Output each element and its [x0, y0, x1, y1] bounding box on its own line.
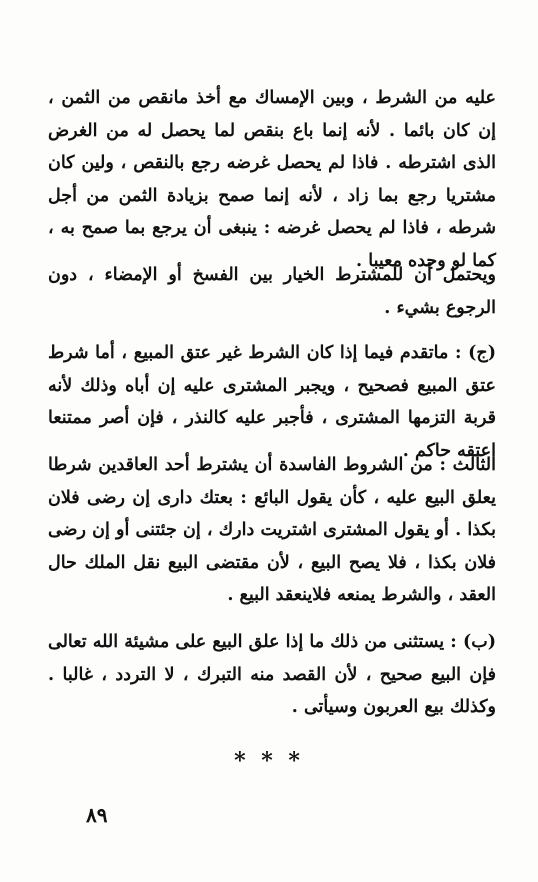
paragraph-5: (ب) : يستثنى من ذلك ما إذا علق البيع على مشيئة الله تعالى فإن البيع صحيح ، لأن القصد منه التبرك ، لا التردد ، غالبا . وكذلك بيع العربون وسيأتى .: [48, 632, 496, 717]
paragraph-3: (ج) : ماتقدم فيما إذا كان الشرط غير عتق المبيع ، أما شرط عتق المبيع فصحيح ، ويجبر المشترى عليه إن أباه وذلك لأنه قربة التزمها المشترى ، فأجبر عليه كالنذر ، فإن أصر ممتنعا اعتقه حاكم .: [48, 343, 496, 461]
paragraph-4: الثالث : من الشروط الفاسدة أن يشترط أحد العاقدين شرطا يعلق البيع عليه ، كأن يقول البائع : بعتك دارى إن رضى فلان بكذا . أو يقول المشترى اشتريت دارك ، إن جئتنى أو إن رضى فلان بكذا ، فلا يصح البيع ، لأن مقتضى البيع نقل الملك حال العقد ، والشرط يمنعه فلاينعقد البيع .: [48, 455, 496, 605]
paragraph-1: عليه من الشرط ، وبين الإمساك مع أخذ مانقص من الثمن ، إن كان بائما . لأنه إنما باع بنقص لما يحصل له من الغرض الذى اشترطه . فاذا لم يحصل غرضه رجع بالنقص ، ولين كان مشتريا رجع بما زاد ، لأنه إنما صمح بزيادة الثمن من أجل شرطه ، فاذا لم يحصل غرضه : ينبغى أن يرجع بما صمح به ، كما لو وجده معيبا .: [48, 88, 496, 271]
paragraph-2: ويحتمل أن للمشترط الخيار بين الفسخ أو الإمضاء ، دون الرجوع بشيء .: [48, 265, 496, 318]
section-separator: * * *: [234, 748, 304, 774]
page-number: ٨٩: [86, 803, 108, 827]
